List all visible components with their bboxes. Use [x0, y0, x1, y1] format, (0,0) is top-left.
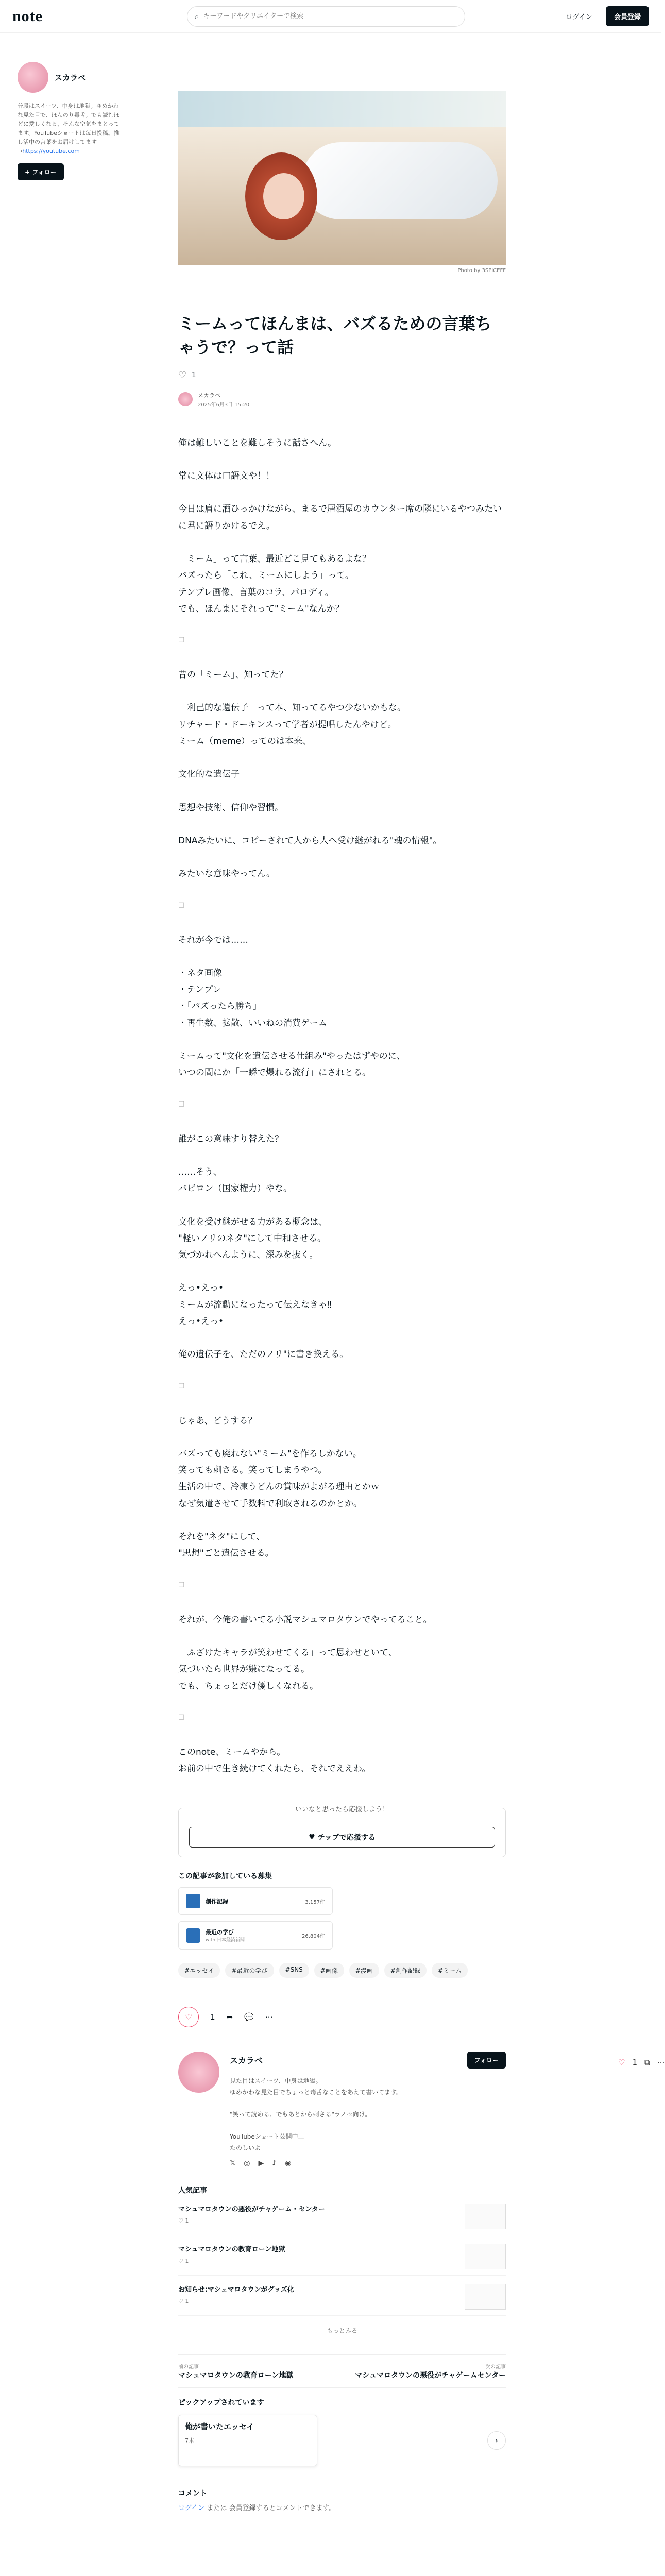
paragraph — [178, 534, 506, 551]
popular-item-likes: ♡ 1 — [178, 2297, 189, 2304]
like-count: 1 — [192, 371, 196, 379]
popular-item[interactable] — [178, 2284, 506, 2316]
author-name[interactable]: スカラベ — [198, 392, 220, 399]
pickup-card-count: 7本 — [185, 2437, 194, 2444]
paragraph: 「ミーム」って言葉、最近どこ見てもあるよな？ バズったら「これ、ミームにしよう」って。 テンプレ画像、言葉のコラ、パロディ。 でも、ほんまにそれって"ミーム"なんか？ — [178, 553, 371, 614]
tip-icon: ♥ — [309, 1833, 315, 1842]
author-profile-name[interactable]: スカラベ — [230, 2056, 263, 2066]
like-count-row — [178, 370, 506, 381]
note-logo[interactable]: note — [12, 7, 43, 25]
paragraph — [178, 683, 506, 700]
popular-item-likes: ♡ 1 — [178, 2217, 189, 2224]
paragraph — [178, 1694, 506, 1711]
paragraph: それが今では…… — [178, 935, 248, 945]
next-article[interactable] — [351, 2362, 506, 2380]
paragraph — [178, 1330, 506, 1346]
paragraph: 常に文体は口語文や！！ — [178, 471, 275, 482]
next-title: マシュマロタウンの悪役がチャゲームセンター — [355, 2371, 506, 2380]
paragraph: □ — [178, 636, 185, 644]
prev-title: マシュマロタウンの教育ローン地獄 — [178, 2371, 294, 2380]
paragraph: 俺の遺伝子を、ただのノリ"に書き換える。 — [178, 1349, 349, 1360]
paragraph: このnote、ミームやから。 お前の中で生き続けてくれたら、それでええわ。 — [178, 1747, 371, 1774]
tip-button[interactable] — [189, 1827, 495, 1848]
tag-chip[interactable]: #画像 — [314, 1963, 344, 1978]
tag-chip[interactable]: #創作記録 — [384, 1963, 427, 1978]
hero-image — [178, 91, 506, 265]
paragraph: 誰がこの意味すり替えた？ — [178, 1133, 283, 1144]
paragraph — [178, 1197, 506, 1214]
magazine-name: 最近の学び — [206, 1929, 234, 1936]
like-button[interactable] — [178, 2007, 199, 2027]
paragraph: それが、今俺の書いてる小説マシュマロタウンでやってること。 — [178, 1614, 432, 1625]
popular-item[interactable] — [178, 2244, 506, 2276]
creator-bio — [18, 101, 121, 156]
float-more-icon[interactable]: ⋯ — [657, 2058, 665, 2067]
tag-chip[interactable]: #最近の学び — [225, 1963, 274, 1978]
profile-follow-button[interactable]: フォロー — [467, 2052, 506, 2069]
login-button[interactable]: ログイン — [566, 13, 592, 21]
youtube-icon[interactable]: ▶ — [258, 2159, 264, 2167]
photo-credit[interactable]: Photo by 3SPICEFF — [457, 268, 506, 274]
popular-item-title: お知らせ:マシュマロタウンがグッズ化 — [178, 2285, 294, 2294]
magazine-card[interactable] — [178, 1887, 333, 1915]
paragraph — [178, 816, 506, 833]
paragraph: □ — [178, 901, 185, 909]
paragraph — [178, 1727, 506, 1744]
author-avatar[interactable] — [178, 392, 193, 406]
tag-chip[interactable]: #エッセイ — [178, 1963, 220, 1978]
magazine-thumb — [186, 1894, 200, 1908]
action-bar — [178, 2007, 506, 2027]
popular-item-likes: ♡ 1 — [178, 2257, 189, 2264]
author-profile-bio: 見た目はスイーツ、中身は地獄。 ゆめかわな見た目でちょっと毒舌なことをあえて書いてます。 "笑って読める、でもあとから刺さる"ラノセ向け。 YouTubeショート公開中… たのしいよ — [230, 2077, 403, 2151]
magazine-name: 創作記録 — [206, 1898, 228, 1905]
pickup-card[interactable] — [178, 2415, 317, 2466]
paragraph: 昔の「ミーム」、知ってた？ — [178, 670, 288, 681]
pickup-title: ピックアップされています — [178, 2398, 264, 2407]
floating-actions — [618, 2058, 665, 2067]
follow-label: フォロー — [32, 168, 57, 176]
paragraph — [178, 1081, 506, 1098]
tag-chip[interactable]: #漫画 — [349, 1963, 379, 1978]
paragraph — [178, 617, 506, 634]
creator-link[interactable]: https://youtube.com — [22, 147, 80, 155]
comments-note — [178, 2502, 506, 2512]
paragraph — [178, 1263, 506, 1280]
magazine-count: 26,804件 — [302, 1934, 325, 1940]
paragraph: バズっても廃れない"ミーム"を作るしかない。 笑っても刺さる。笑ってしまうやつ。 生活の中で、冷凍うどんの賞味がよがる理由とかｗ なぜ気遣させて手数料で利取されるのかとか。 — [178, 1448, 380, 1509]
paragraph — [178, 783, 506, 800]
paragraph: 「利己的な遺伝子」って本、知ってるやつ少ないかもな。 リチャード・ドーキンスって学者が提唱したんやけど。 ミーム（meme）ってのは本来、 — [178, 703, 406, 747]
share-icon[interactable]: ➦ — [226, 2012, 233, 2022]
next-label: 次の記事 — [485, 2364, 506, 2370]
paragraph: ミームって"文化を遺伝させる仕組み"やったはずやのに、 いつの間にか「一瞬で爆れる流行」にされとる。 — [178, 1051, 405, 1078]
paragraph — [178, 484, 506, 501]
magazine-card[interactable] — [178, 1921, 333, 1950]
paragraph — [178, 1429, 506, 1446]
rss-icon[interactable]: ◉ — [285, 2159, 292, 2167]
paragraph — [178, 948, 506, 965]
creator-sidebar — [18, 62, 121, 180]
search-box[interactable] — [187, 6, 465, 27]
magazine-thumb — [186, 1928, 200, 1943]
tag-list — [178, 1963, 506, 1978]
chevron-right-icon[interactable]: › — [487, 2431, 506, 2450]
paragraph — [178, 1396, 506, 1413]
float-like-count: 1 — [632, 2058, 637, 2067]
popular-item-title: マシュマロタウンの悪役がチャゲーム・センター — [178, 2205, 325, 2213]
prev-article[interactable] — [178, 2362, 333, 2380]
popular-item-thumb — [465, 2244, 506, 2269]
x-icon[interactable]: 𝕏 — [230, 2159, 236, 2167]
popular-item[interactable] — [178, 2204, 506, 2235]
paragraph: □ — [178, 1580, 185, 1588]
paragraph: えっ•えっ• ミームが流動になったって伝えなきゃ‼ えっ•えっ• — [178, 1283, 332, 1327]
paragraph: 「ふざけたキャラが笑わせてくる」って思わせといて、 気づいたら世界が嫌になってる。 でも、ちょっとだけ優しくなれる。 — [178, 1647, 397, 1691]
article-title: ミームってほんまは、バズるための言葉ちゃうで？って話 — [178, 314, 492, 358]
author-avatar-large[interactable] — [178, 2052, 219, 2093]
comments-title: コメント — [178, 2489, 207, 2498]
magazine-sub: with 日本経済新聞 — [206, 1938, 245, 1943]
paragraph: 文化的な遺伝子 — [178, 769, 240, 780]
paragraph: □ — [178, 1099, 185, 1108]
paragraph: □ — [178, 1713, 185, 1721]
login-link[interactable]: ログイン — [178, 2504, 205, 2512]
prev-label: 前の記事 — [178, 2364, 199, 2370]
paragraph: 思想や技術、信仰や習慣。 — [178, 802, 283, 813]
paragraph — [178, 1512, 506, 1529]
magazine-count: 3,157件 — [305, 1899, 325, 1905]
more-icon[interactable]: ⋯ — [265, 2012, 273, 2022]
author-profile — [178, 2052, 506, 2167]
paragraph: ……そう、 バビロン（国家権力）やな。 — [178, 1166, 292, 1194]
paragraph — [178, 750, 506, 766]
tag-chip[interactable]: #SNS — [279, 1963, 309, 1978]
signup-button[interactable]: 会員登録 — [606, 6, 649, 26]
support-label: いいなと思ったら応援しよう！ — [290, 1804, 394, 1814]
action-like-count: 1 — [210, 2012, 215, 2022]
more-link[interactable]: もっとみる — [326, 2327, 357, 2334]
paragraph: ・ネタ画像 ・テンプレ ・「バズったら勝ち」 ・再生数、拡散、いいねの消費ゲーム — [178, 968, 327, 1028]
float-bookmark-icon[interactable]: ⧉ — [644, 2058, 650, 2067]
pickup-card-title: 俺が書いたエッセイ — [185, 2421, 254, 2431]
popular-item-thumb — [465, 2284, 506, 2310]
popular-title: 人気記事 — [178, 2186, 207, 2195]
follow-button[interactable] — [18, 163, 64, 180]
paragraph — [178, 1031, 506, 1048]
paragraph — [178, 1114, 506, 1131]
creator-bio-text: 普段はスイーツ、中身は地獄。ゆめかわな見た目で、ほんのり毒舌。でも読むほどに愛しくなる、そんな空気をまとってます。YouTubeショートは毎日投稿。推し活中の言葉をお届けしてます→ — [18, 103, 120, 155]
paragraph: 俺は難しいことを難しそうに話さへん。 — [178, 437, 337, 448]
paragraph: □ — [178, 1381, 185, 1389]
instagram-icon[interactable]: ◎ — [244, 2159, 250, 2167]
article-body — [178, 435, 506, 1777]
heart-icon[interactable]: ♡ — [178, 369, 187, 381]
article — [178, 91, 506, 2512]
tip-label: チップで応援する — [317, 1834, 376, 1842]
comment-icon[interactable]: 💬 — [244, 2012, 254, 2022]
paragraph — [178, 1147, 506, 1164]
paragraph — [178, 451, 506, 468]
publish-date: 2025年6月3日 15:20 — [198, 402, 250, 408]
paragraph: じゃあ、どうする？ — [178, 1415, 257, 1426]
tag-chip[interactable]: #ミーム — [432, 1963, 468, 1978]
paragraph: 文化を受け継がせる力がある概念は、 "軽いノリのネタ"にして中和させる。 気づかれへんように、深みを抜く。 — [178, 1216, 327, 1261]
comments-note-text: または 会員登録するとコメントできます。 — [204, 2504, 336, 2512]
paragraph: 今日は肩に酒ひっかけながら、まるで居酒屋のカウンター席の隣にいるやつみたいに君に語りかけるでえ。 — [178, 504, 502, 531]
paragraph — [178, 1595, 506, 1612]
paragraph — [178, 1363, 506, 1380]
person-add-icon: + — [25, 168, 30, 176]
popular-item-title: マシュマロタウンの教育ローン地獄 — [178, 2245, 285, 2253]
paragraph — [178, 1562, 506, 1579]
prev-next-nav — [178, 2354, 506, 2388]
search-input[interactable] — [203, 12, 457, 20]
avatar[interactable] — [18, 62, 48, 93]
paragraph — [178, 650, 506, 667]
site-header — [0, 0, 661, 33]
tiktok-icon[interactable]: ♪ — [272, 2159, 277, 2167]
creator-name[interactable]: スカラベ — [55, 73, 86, 82]
magazines-title: この記事が参加している募集 — [178, 1872, 272, 1881]
support-box — [178, 1808, 506, 1857]
heart-icon: ♡ — [185, 2012, 192, 2022]
paragraph: DNAみたいに、コピーされて人から人へ受け継がれる"魂の情報"。 — [178, 835, 442, 846]
social-links — [230, 2159, 506, 2167]
popular-item-thumb — [465, 2204, 506, 2229]
paragraph — [178, 883, 506, 899]
paragraph — [178, 916, 506, 932]
paragraph — [178, 849, 506, 866]
author-meta — [178, 391, 506, 408]
float-heart-icon[interactable]: ♡ — [618, 2058, 625, 2067]
search-icon: ⌕ — [195, 11, 199, 21]
paragraph — [178, 1628, 506, 1645]
paragraph: それを"ネタ"にして、 "思想"ごと遺伝させる。 — [178, 1532, 274, 1559]
paragraph: みたいな意味やってん。 — [178, 869, 276, 879]
